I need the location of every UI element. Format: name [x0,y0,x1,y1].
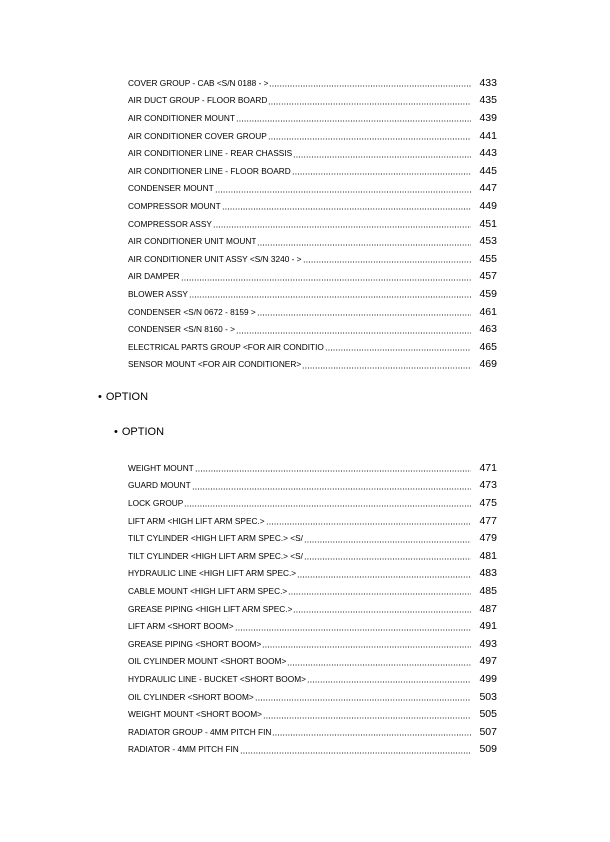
toc-entry-title: OIL CYLINDER MOUNT <SHORT BOOM> [128,656,287,667]
dot-leader [293,604,471,613]
toc-entry-page: 433 [479,76,497,89]
toc-entry[interactable] [128,670,497,688]
toc-entry-page: 451 [479,217,497,230]
toc-entry-page: 447 [479,182,497,195]
toc-entry[interactable] [128,547,497,565]
dot-leader [222,201,471,210]
dot-leader [262,639,471,648]
dot-leader [307,674,471,683]
toc-entry-title: AIR CONDITIONER COVER GROUP [128,130,267,141]
toc-entry-page: 481 [479,549,497,562]
toc-entry-page: 441 [479,129,497,142]
toc-entry[interactable] [128,285,497,303]
toc-entry-page: 471 [479,461,497,474]
toc-entry[interactable] [128,74,497,92]
toc-entry[interactable] [128,582,497,600]
bullet-icon: • [114,426,118,438]
toc-entry-title: AIR CONDITIONER LINE - REAR CHASSIS [128,148,293,159]
toc-entry-page: 473 [479,479,497,492]
dot-leader [293,149,471,158]
toc-entry-page: 503 [479,690,497,703]
toc-entry-title: HYDRAULIC LINE <HIGH LIFT ARM SPEC.> [128,568,297,579]
toc-entry-title: GREASE PIPING <SHORT BOOM> [128,638,262,649]
toc-entry-title: WEIGHT MOUNT <SHORT BOOM> [128,709,262,720]
dot-leader [213,219,471,228]
dot-leader [287,657,471,666]
dot-leader [269,78,471,87]
toc-entry-page: 483 [479,567,497,580]
toc-entry[interactable] [128,268,497,286]
toc-entry-page: 469 [479,358,497,371]
dot-leader [236,113,471,122]
toc-entry-title: CONDENSER MOUNT [128,183,214,194]
subsection-heading-option[interactable] [114,426,164,438]
dot-leader [263,710,471,719]
toc-entry-title: AIR CONDITIONER UNIT ASSY <S/N 3240 - > [128,253,302,264]
toc-entry[interactable] [128,529,497,547]
section-heading-option[interactable] [98,391,148,403]
toc-entry-title: TILT CYLINDER <HIGH LIFT ARM SPEC.> <S/ [128,550,303,561]
toc-entry-page: 453 [479,235,497,248]
toc-entry-title: CONDENSER <S/N 8160 - > [128,324,235,335]
dot-leader [266,516,471,525]
dot-leader [297,569,471,578]
toc-entry[interactable] [128,741,497,759]
dot-leader [302,360,471,369]
toc-entry[interactable] [128,494,497,512]
toc-entry[interactable] [128,653,497,671]
toc-entry[interactable] [128,356,497,374]
toc-entry-title: ELECTRICAL PARTS GROUP <FOR AIR CONDITIO [128,341,324,352]
toc-entry-title: AIR DAMPER [128,271,180,282]
toc-entry-page: 479 [479,532,497,545]
toc-entry-title: AIR CONDITIONER MOUNT [128,112,235,123]
toc-entry-title: AIR DUCT GROUP - FLOOR BOARD [128,95,268,106]
dot-leader [195,463,471,472]
toc-entry-page: 475 [479,496,497,509]
toc-entry-page: 507 [479,725,497,738]
toc-entry-title: COMPRESSOR ASSY [128,218,212,229]
toc-entry[interactable] [128,565,497,583]
toc-entry-page: 499 [479,672,497,685]
toc-entry[interactable] [128,635,497,653]
toc-entry-page: 459 [479,287,497,300]
toc-entry[interactable] [128,688,497,706]
toc-entry-page: 491 [479,620,497,633]
toc-entry[interactable] [128,617,497,635]
dot-leader [303,254,471,263]
dot-leader [304,551,471,560]
dot-leader [272,727,471,736]
toc-entry[interactable] [128,162,497,180]
toc-entry[interactable] [128,303,497,321]
toc-entry[interactable] [128,197,497,215]
dot-leader [189,289,471,298]
toc-entry-page: 461 [479,305,497,318]
toc-entry-title: BLOWER ASSY [128,288,188,299]
toc-entry-title: COVER GROUP - CAB <S/N 0188 - > [128,77,269,88]
toc-entry-page: 505 [479,708,497,721]
toc-entry-page: 457 [479,270,497,283]
toc-entry[interactable] [128,109,497,127]
dot-leader [240,745,471,754]
toc-entry-page: 435 [479,94,497,107]
toc-list-lower [128,459,497,758]
toc-entry-title: SENSOR MOUNT <FOR AIR CONDITIONER> [128,359,302,370]
toc-entry-title: OIL CYLINDER <SHORT BOOM> [128,691,254,702]
toc-entry-page: 443 [479,147,497,160]
dot-leader [257,307,471,316]
toc-entry-title: RADIATOR - 4MM PITCH FIN [128,744,239,755]
toc-list-upper [128,74,497,373]
toc-entry-title: LOCK GROUP [128,497,184,508]
section-heading-label: OPTION [105,391,149,403]
toc-entry-page: 487 [479,602,497,615]
toc-entry[interactable] [128,320,497,338]
toc-entry[interactable] [128,180,497,198]
toc-entry-page: 445 [479,164,497,177]
dot-leader [257,237,471,246]
toc-entry[interactable] [128,723,497,741]
toc-entry[interactable] [128,512,497,530]
dot-leader [235,622,471,631]
dot-leader [268,131,471,140]
toc-entry[interactable] [128,250,497,268]
toc-entry[interactable] [128,127,497,145]
toc-entry-page: 439 [479,111,497,124]
subsection-heading-label: OPTION [121,426,165,438]
toc-entry-title: COMPRESSOR MOUNT [128,200,221,211]
dot-leader [304,534,471,543]
toc-entry-title: GREASE PIPING <HIGH LIFT ARM SPEC.> [128,603,293,614]
toc-entry-title: GUARD MOUNT [128,480,191,491]
dot-leader [192,481,471,490]
toc-entry[interactable] [128,600,497,618]
toc-entry-title: LIFT ARM <HIGH LIFT ARM SPEC.> [128,515,265,526]
toc-entry[interactable] [128,338,497,356]
toc-entry-page: 493 [479,637,497,650]
toc-entry-title: TILT CYLINDER <HIGH LIFT ARM SPEC.> <S/ [128,533,303,544]
dot-leader [292,166,471,175]
toc-entry[interactable] [128,705,497,723]
toc-entry-page: 477 [479,514,497,527]
toc-entry[interactable] [128,459,497,477]
toc-entry-page: 465 [479,340,497,353]
dot-leader [325,342,471,351]
toc-entry-page: 509 [479,743,497,756]
toc-entry-title: CONDENSER <S/N 0672 - 8159 > [128,306,256,317]
dot-leader [181,272,471,281]
toc-entry-title: RADIATOR GROUP - 4MM PITCH FIN [128,726,272,737]
dot-leader [255,692,471,701]
dot-leader [184,498,471,507]
toc-entry-title: WEIGHT MOUNT [128,462,194,473]
dot-leader [268,96,471,105]
toc-entry-title: AIR CONDITIONER LINE - FLOOR BOARD [128,165,291,176]
toc-entry-page: 485 [479,584,497,597]
toc-entry-page: 463 [479,323,497,336]
toc-entry-title: LIFT ARM <SHORT BOOM> [128,621,234,632]
toc-entry[interactable] [128,232,497,250]
toc-entry[interactable] [128,144,497,162]
toc-entry-title: CABLE MOUNT <HIGH LIFT ARM SPEC.> [128,585,288,596]
dot-leader [236,325,471,334]
dot-leader [215,184,471,193]
toc-entry[interactable] [128,215,497,233]
bullet-icon: • [98,391,102,403]
toc-entry[interactable] [128,92,497,110]
dot-leader [288,586,471,595]
toc-entry-title: HYDRAULIC LINE - BUCKET <SHORT BOOM> [128,673,306,684]
toc-entry-title: AIR CONDITIONER UNIT MOUNT [128,236,257,247]
toc-entry-page: 497 [479,655,497,668]
toc-entry[interactable] [128,477,497,495]
toc-entry-page: 455 [479,252,497,265]
toc-entry-page: 449 [479,199,497,212]
